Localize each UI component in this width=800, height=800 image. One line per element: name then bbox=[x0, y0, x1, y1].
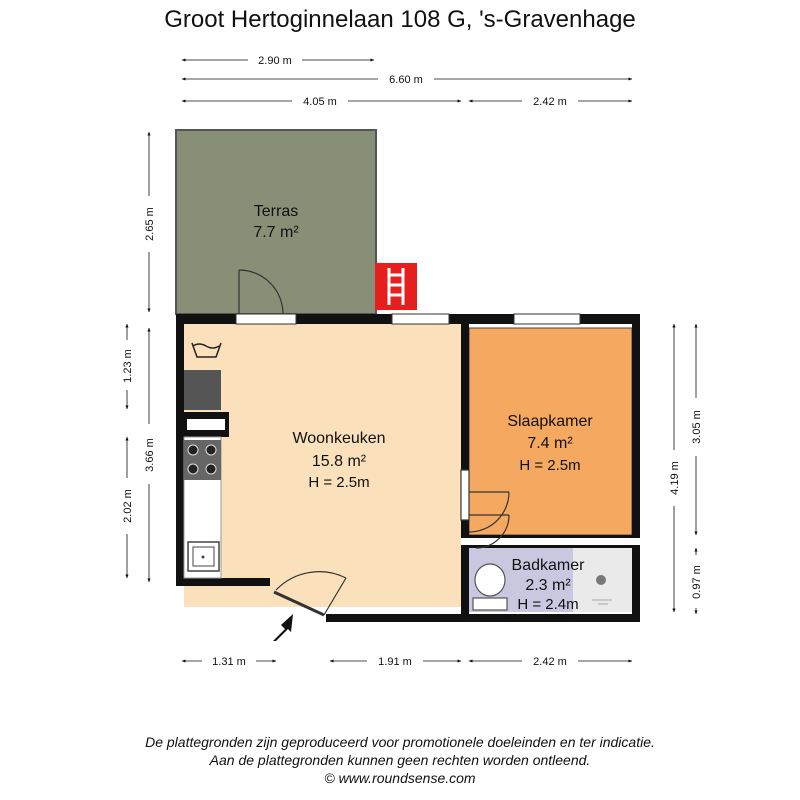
fire-ladder-icon bbox=[375, 263, 417, 310]
dim-right-c: 0.97 m bbox=[691, 565, 703, 599]
entrance-arrow-icon bbox=[273, 614, 293, 641]
dim-bottom-b: 1.91 m bbox=[378, 656, 412, 668]
woonkeuken-name: Woonkeuken bbox=[292, 430, 386, 447]
dim-left-c: 2.02 m bbox=[122, 489, 134, 523]
dim-bottom-a: 1.31 m bbox=[212, 656, 246, 668]
badkamer-name: Badkamer bbox=[511, 557, 585, 574]
dim-bottom-c: 2.42 m bbox=[533, 656, 567, 668]
badkamer-height: H = 2.4m bbox=[517, 596, 579, 613]
slaapkamer-height: H = 2.5m bbox=[519, 457, 581, 474]
dim-left-b: 3.66 m bbox=[144, 438, 156, 472]
sink-icon bbox=[188, 542, 219, 571]
slaapkamer-room bbox=[469, 328, 632, 535]
stove-icon bbox=[184, 440, 221, 480]
dim-top-1: 2.90 m bbox=[258, 55, 292, 67]
terras-name: Terras bbox=[253, 203, 299, 220]
terras-area: 7.7 m² bbox=[253, 224, 299, 241]
toilet-icon bbox=[473, 564, 507, 610]
disclaimer bbox=[0, 733, 800, 787]
disclaimer-line-3: © www.roundsense.com bbox=[324, 770, 476, 786]
dim-right-a: 4.19 m bbox=[669, 461, 681, 495]
windows bbox=[236, 314, 580, 324]
page-title: Groot Hertoginnelaan 108 G, 's-Gravenhage bbox=[164, 6, 636, 33]
slaapkamer-area: 7.4 m² bbox=[527, 435, 573, 452]
terras-room bbox=[176, 130, 376, 314]
woonkeuken-area: 15.8 m² bbox=[311, 453, 367, 470]
dim-top-2: 6.60 m bbox=[389, 74, 423, 86]
woonkeuken-height: H = 2.5m bbox=[308, 474, 370, 491]
dim-top-3b: 2.42 m bbox=[533, 96, 567, 108]
disclaimer-line-1: De plattegronden zijn geproduceerd voor promotionele doeleinden en ter indicatie. bbox=[145, 734, 655, 750]
dim-left-a: 1.23 m bbox=[122, 349, 134, 383]
badkamer-area: 2.3 m² bbox=[525, 577, 571, 594]
slaapkamer-name: Slaapkamer bbox=[507, 413, 593, 430]
disclaimer-line-2: Aan de plattegronden kunnen geen rechten worden ontleend. bbox=[209, 752, 591, 768]
dim-right-b: 3.05 m bbox=[691, 410, 703, 444]
dim-left-terras: 2.65 m bbox=[144, 207, 156, 241]
dim-top-3a: 4.05 m bbox=[303, 96, 337, 108]
